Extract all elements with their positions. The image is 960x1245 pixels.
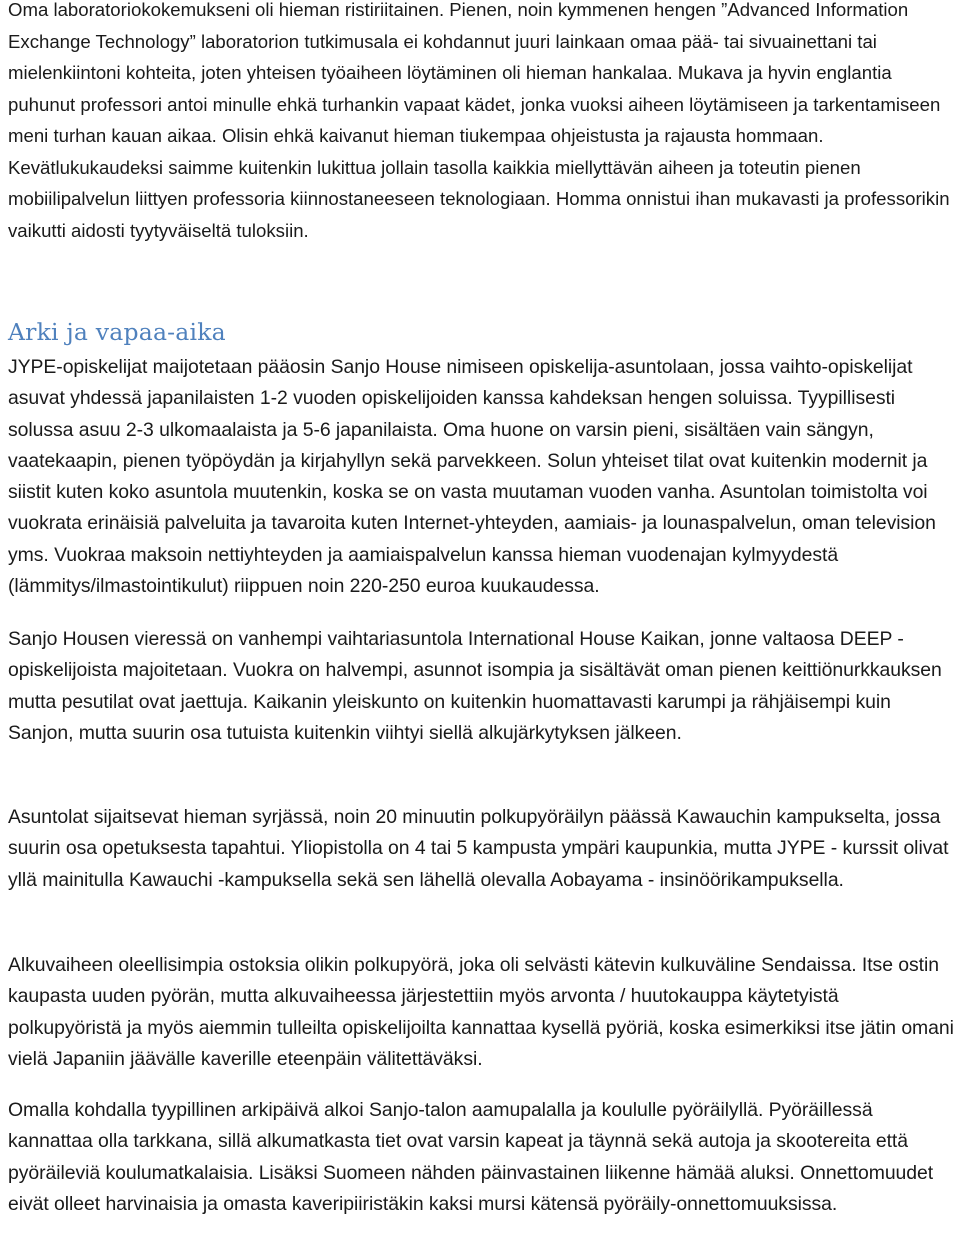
paragraph-block-3: [8, 802, 954, 896]
paragraph-block-4: [8, 950, 954, 1075]
paragraph-block-1: [8, 352, 954, 602]
intro-block: [8, 0, 954, 246]
paragraph-daily-life: Omalla kohdalla tyypillinen arkipäivä alkoi Sanjo-talon aamupalalla ja koululle pyöräilyllä. Pyöräillessä kannattaa olla tarkkana, sillä alkumatkasta tiet ovat varsin kapeat ja täynnä sekä autoja ja skootereita että pyöräileviä koulumatkalaisia. Lisäksi Suomeen nähden päinvastainen liikenne hämää aluksi. Onnettomuudet eivät olleet harvinaisia ja omasta kaveripiiristäkin kaksi mursi kätensä pyöräily-onnettomuuksissa.: [8, 1099, 934, 1215]
paragraph-block-2: [8, 624, 954, 749]
intro-paragraph: Oma laboratoriokokemukseni oli hieman ristiriitainen. Pienen, noin kymmenen hengen ”Advanced Information Exchange Technology” laboratorion tutkimusala ei kohdannut juuri lainkaan omaa pää- tai sivuainettani tai mielenkiintoni kohteita, joten yhteisen työaiheen löytäminen oli hieman hankalaa. Mukava ja hyvin englantia puhunut professori antoi minulle ehkä turhankin vapaat kädet, jonka vuoksi aiheen löytämiseen ja tarkentamiseen meni turhan kauan aikaa. Olisin ehkä kaivanut hieman tiukempaa ohjeistusta ja rajausta hommaan. Kevätlukukaudeksi saimme kuitenkin lukittua jollain tasolla kaikkia miellyttävän aiheen ja toteutin pienen mobiilipalvelun liittyen professoria kiinnostaneeseen teknologiaan. Homma onnistui ihan mukavasti ja professorikin vaikutti aidosti tyytyväiseltä tuloksiin.: [8, 0, 950, 241]
paragraph-location: Asuntolat sijaitsevat hieman syrjässä, noin 20 minuutin polkupyöräilyn päässä Kawauchin kampukselta, jossa suurin osa opetuksesta tapahtui. Yliopistolla on 4 tai 5 kampusta ympäri kaupunkia, mutta JYPE - kurssit olivat yllä mainitulla Kawauchi -kampuksella sekä sen lähellä olevalla Aobayama - insinöörikampuksella.: [8, 806, 949, 891]
paragraph-block-5: [8, 1095, 954, 1220]
paragraph-international-house: Sanjo Housen vieressä on vanhempi vaihtariasuntola International House Kaikan, jonne valtaosa DEEP - opiskelijoista majoitetaan. Vuokra on halvempi, asunnot isompia ja sisältävät oman pienen keittiönurkkauksen mutta pesutilat ovat jaettuja. Kaikanin yleiskunto on kuitenkin huomattavasti karumpi ja rähjäisempi kuin Sanjon, mutta suurin osa tutuista kuitenkin viihtyi siellä alkujärkytyksen jälkeen.: [8, 628, 942, 744]
section-heading: Arki ja vapaa-aika: [8, 318, 226, 346]
paragraph-bicycle: Alkuvaiheen oleellisimpia ostoksia olikin polkupyörä, joka oli selvästi kätevin kulkuväline Sendaissa. Itse ostin kaupasta uuden pyörän, mutta alkuvaiheessa järjestettiin myös arvonta / huutokauppa käytetyistä polkupyöristä ja myös aiemmin tulleilta opiskelijoilta kannattaa kysellä pyöriä, koska esimerkiksi itse jätin omani vielä Japaniin jäävälle kaverille eteenpäin välitettäväksi.: [8, 954, 954, 1070]
paragraph-housing: JYPE-opiskelijat maijotetaan pääosin Sanjo House nimiseen opiskelija-asuntolaan, jossa vaihto-opiskelijat asuvat yhdessä japanilaisten 1-2 vuoden opiskelijoiden kanssa kahdeksan hengen soluissa. Tyypillisesti solussa asuu 2-3 ulkomaalaista ja 5-6 japanilaista. Oma huone on varsin pieni, sisältäen vain sängyn, vaatekaapin, pienen työpöydän ja kirjahyllyn sekä parvekkeen. Solun yhteiset tilat ovat kuitenkin modernit ja siistit kuten koko asuntola muutenkin, koska se on vasta muutaman vuoden vanha. Asuntolan toimistolta voi vuokrata erinäisiä palveluita ja tavaroita kuten Internet-yhteyden, aamiais- ja lounaspalvelun, oman television yms. Vuokraa maksoin nettiyhteyden ja aamiaispalvelun kanssa hieman vuodenajan kylmyydestä (lämmitys/ilmastointikulut) riippuen noin 220-250 euroa kuukaudessa.: [8, 356, 936, 598]
